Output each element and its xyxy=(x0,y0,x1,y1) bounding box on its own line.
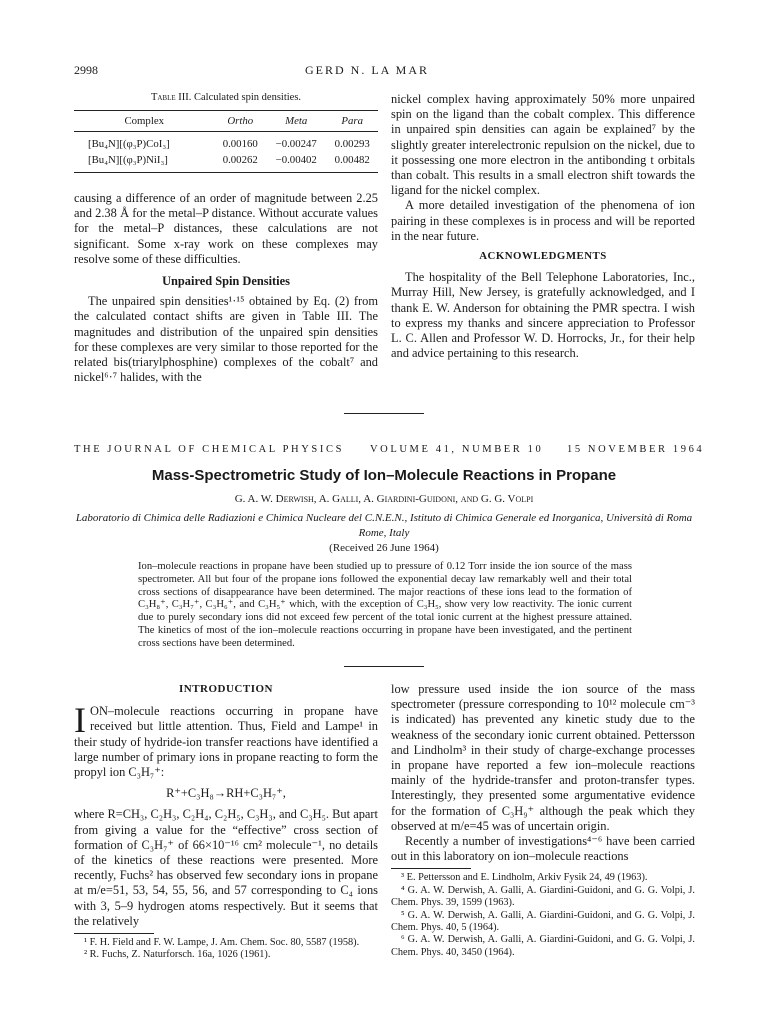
column-header: Complex xyxy=(124,115,165,127)
paragraph: nickel complex having approximately 50% more unpaired spin on the ligand than the cobalt complex. This difference in unpaired spin densities can again be explained⁷ by the slightly greater interelectronic repulsion on the nickel, due to it possessing one more electron in the antibonding t orbitals than cobalt. This results in a small electron shift towards the ligand for the nickel complex. xyxy=(391,92,695,198)
table-cell: [Bu₄N][(φ₃P)CoI₃] xyxy=(88,138,170,150)
spin-density-table xyxy=(74,110,378,173)
table-cell: [Bu₄N][(φ₃P)NiI₃] xyxy=(88,154,168,166)
column-header: Ortho xyxy=(227,115,254,127)
paragraph xyxy=(74,700,378,780)
paragraph: where R=CH₃, C₂H₃, C₂H₄, C₂H₅, C₃H₃, and C₃H₅. But apart from giving a value for the “effective” cross section of formation of C₃H₇⁺ of 66×10⁻¹⁶ cm² molecule⁻¹, no details of the kinetics of these reactions were presented. More recently, Fuchs² has observed few secondary ions in propane at m/e=51, 53, 54, 55, 56, and 57 corresponding to C₄ ions with 3, 5–9 hydrogen atoms respectively. But it seems that the relatively xyxy=(74,807,378,928)
author-list xyxy=(74,493,694,505)
paragraph: The hospitality of the Bell Telephone Laboratories, Inc., Murray Hill, New Jersey, is gratefully acknowledged, and I thank E. W. Anderson for obtaining the PMR spectra. I wish to express my thanks and sincere appreciation to Professor L. C. Allen and Professor W. D. Horrocks, Jr., for their help and advice pertaining to this research. xyxy=(391,270,695,361)
footnotes-left xyxy=(74,933,378,962)
intro-right-column xyxy=(391,682,695,959)
paragraph: causing a difference of an order of magnitude between 2.25 and 2.38 Å for the metal–P distance. Without accurate values for the metal–P distances, these calculations are not significant. Some x-ray work on these complexes may resolve some of these difficulties. xyxy=(74,191,378,266)
paragraph: low pressure used inside the ion source of the mass spectrometer (pressure corresponding to 10¹² molecule cm⁻³ is indicated) has prevented any kinetic study due to the weakness of the secondary ionic current obtained. Pettersson and Lindholm³ in their study of charge-exchange processes in propane have reported a few ion–molecule reactions mainly of the hydride-transfer and proton-transfer types. Interestingly, they presented some argumentative evidence for the formation of C₃H₉⁺ although the peak which they observed at m/e=45 was of uncertain origin. xyxy=(391,682,695,833)
page-number: 2998 xyxy=(74,63,98,77)
paragraph: Recently a number of investigations⁴⁻⁶ have been carried out in this laboratory on ion–molecule reactions xyxy=(391,834,695,864)
table-cell: 0.00293 xyxy=(334,138,370,150)
table-row xyxy=(74,152,378,173)
intro-left-column xyxy=(74,682,378,962)
affiliation: Laboratorio di Chimica delle Radiazioni e Chimica Nucleare del C.N.E.N., Istituto di Chimica Generale ed Inorganica, Università di Roma Rome, Italy xyxy=(75,512,693,539)
article-title: Mass-Spectrometric Study of Ion–Molecule Reactions in Propane xyxy=(151,467,617,484)
received-date: (Received 26 June 1964) xyxy=(329,542,439,554)
paragraph: The unpaired spin densities¹·¹⁵ obtained by Eq. (2) from the calculated contact shifts are given in Table III. The magnitudes and distribution of the unpaired spin densities for these complexes are very similar to those reported for the related bis(triarylphosphine) complexes of the cobalt⁷ and nickel⁶·⁷ halides, with the xyxy=(74,294,378,385)
drop-cap: I xyxy=(74,700,86,741)
table-cell: 0.00262 xyxy=(222,154,258,166)
footnote: ⁴ G. A. W. Derwish, A. Galli, A. Giardini-Guidoni, and G. G. Volpi, J. Chem. Phys. 39, 1599 (1963). xyxy=(391,884,695,909)
footnote: ¹ F. H. Field and F. W. Lampe, J. Am. Chem. Soc. 80, 5587 (1958). xyxy=(84,937,360,949)
column-header: Para xyxy=(341,115,364,127)
footnote-rule xyxy=(391,868,471,869)
section-heading: Unpaired Spin Densities xyxy=(162,274,290,289)
prev-article-left-column xyxy=(74,191,378,385)
journal-volume: VOLUME 41, NUMBER 10 xyxy=(370,444,544,455)
abstract: Ion–molecule reactions in propane have been studied up to pressure of 0.12 Torr inside the ion source of the mass spectrometer. All but four of the propane ions followed the exponential decay law remarkably well and their total cross sections of disappearance have been determined. The major reactions of these ions lead to the formation of C₃H₈⁺, C₃H₇⁺, C₃H₆⁺, and C₃H₅⁺ which, with the exception of C₃H₅, show very low reactivity. The ionic current due to purely secondary ions did not exceed few percent of the total ionic current at the highest pressure attained. The kinetics of most of the ion–molecule reactions occurring in propane have been investigated, and the pertinent cross sections have been determined. xyxy=(138,561,632,649)
table-cell: −0.00402 xyxy=(275,154,317,166)
table-cell: 0.00482 xyxy=(334,154,370,166)
footnote-rule xyxy=(74,933,154,934)
table-caption-text: Calculated spin densities. xyxy=(194,92,302,103)
journal-date: 15 NOVEMBER 1964 xyxy=(567,444,705,455)
table-cell: 0.00160 xyxy=(222,138,258,150)
table-cell: −0.00247 xyxy=(275,138,317,150)
table-caption xyxy=(74,92,378,103)
table-label: Table III. xyxy=(150,92,192,103)
intro-text: ON–molecule reactions occurring in propane have received but little attention. Thus, Field and Lampe¹ in their study of hydride-ion transfer reactions have identified a large number of primary ions in propane reacting to form the propyl ion C₃H₇⁺: xyxy=(74,704,378,780)
footnotes-right xyxy=(391,868,695,959)
column-header: Meta xyxy=(285,115,308,127)
footnote: ³ E. Pettersson and E. Lindholm, Arkiv Fysik 24, 49 (1963). xyxy=(401,872,648,884)
article-divider xyxy=(344,666,424,667)
running-author: GERD N. LA MAR xyxy=(305,63,430,77)
authors-text: G. A. W. Derwish, A. Galli, A. Giardini-Guidoni, and G. G. Volpi xyxy=(234,493,534,505)
paragraph: A more detailed investigation of the phenomena of ion pairing in these complexes is in process and will be reported in the near future. xyxy=(391,198,695,243)
equation: R⁺+C₃H₈→RH+C₃H₇⁺, xyxy=(166,786,286,801)
prev-article-right-column xyxy=(391,92,695,361)
table-header-row xyxy=(74,111,378,132)
article-divider xyxy=(344,413,424,414)
journal-name: THE JOURNAL OF CHEMICAL PHYSICS xyxy=(74,444,345,455)
acknowledgments-heading: ACKNOWLEDGMENTS xyxy=(479,250,607,263)
table-row xyxy=(74,132,378,153)
intro-heading: INTRODUCTION xyxy=(178,683,273,695)
footnote: ² R. Fuchs, Z. Naturforsch. 16a, 1026 (1961). xyxy=(84,949,271,961)
footnote: ⁵ G. A. W. Derwish, A. Galli, A. Giardini-Guidoni, and G. G. Volpi, J. Chem. Phys. 40, 5 (1964). xyxy=(391,909,695,934)
footnote: ⁶ G. A. W. Derwish, A. Galli, A. Giardini-Guidoni, and G. G. Volpi, J. Chem. Phys. 40, 3450 (1964). xyxy=(391,934,695,958)
